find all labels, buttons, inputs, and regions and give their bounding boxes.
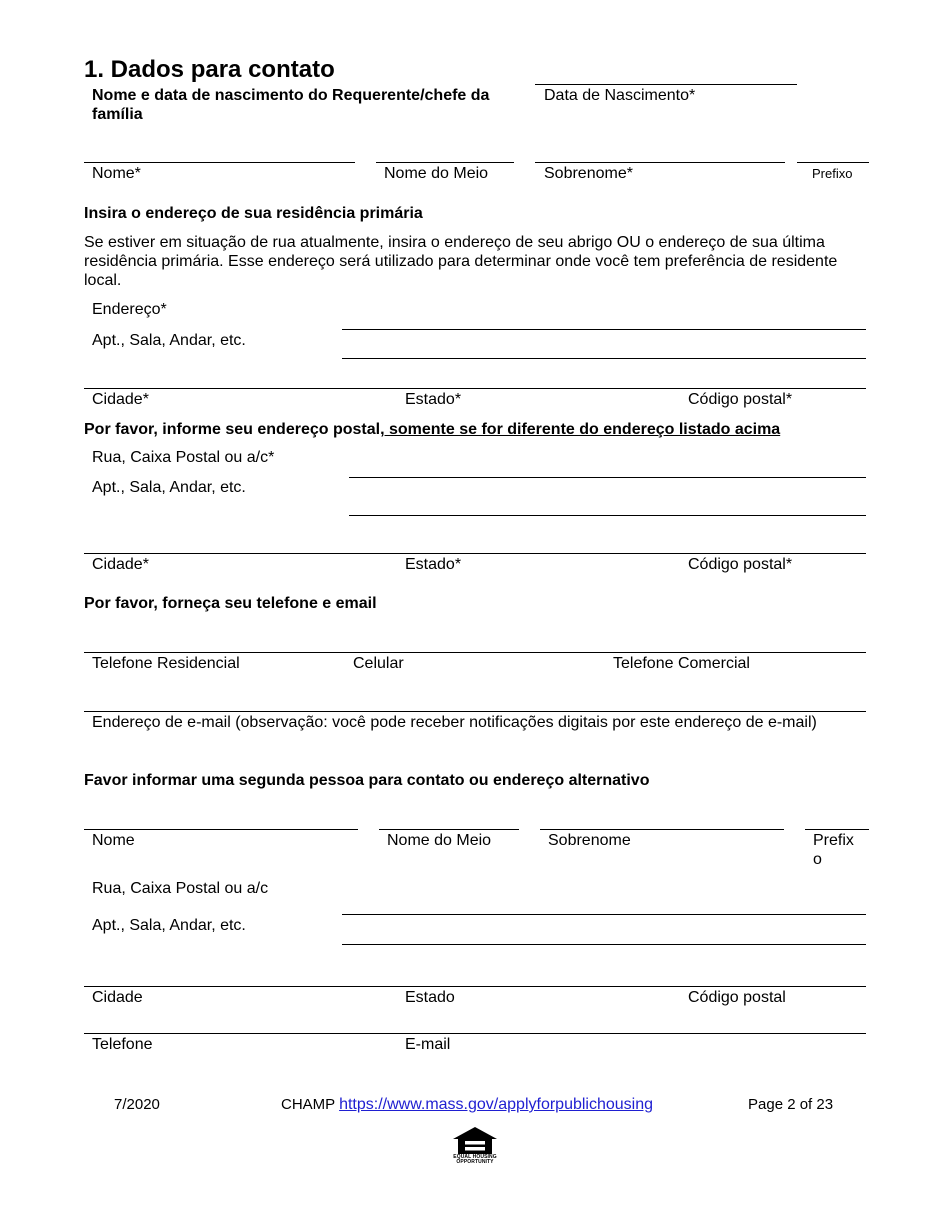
alt-first-name-field[interactable] [84,829,358,830]
mailing-zip-label: Código postal* [688,556,793,573]
first-name-label: Nome* [92,165,141,182]
last-name-field[interactable] [535,162,785,163]
dob-field-line[interactable] [535,84,797,85]
alternate-heading: Favor informar uma segunda pessoa para contato ou endereço alternativo [84,772,650,789]
footer-champ [281,1095,653,1114]
mailing-city-label: Cidade* [92,556,149,573]
alt-phone-email-field[interactable] [84,1033,866,1034]
residence-address-label: Endereço* [92,301,167,318]
alt-street-field[interactable] [342,914,866,915]
alt-middle-name-field[interactable] [379,829,519,830]
footer-url-link[interactable]: https://www.mass.gov/applyforpublichousing [339,1096,654,1113]
suffix-field[interactable] [797,162,869,163]
alt-middle-name-label: Nome do Meio [387,832,492,849]
mailing-apt-label: Apt., Sala, Andar, etc. [92,479,246,496]
mailing-city-state-zip-field[interactable] [84,553,866,554]
phone-fields-line[interactable] [84,652,866,653]
residence-city-label: Cidade* [92,391,149,408]
alt-last-name-label: Sobrenome [548,832,631,849]
mailing-state-label: Estado* [405,556,462,573]
mailing-heading-emphasis: somente se for diferente do endereço listado acima [384,421,781,438]
middle-name-field[interactable] [376,162,514,163]
residence-heading: Insira o endereço de sua residência primária [84,205,423,222]
footer-date: 7/2020 [114,1096,160,1113]
cell-phone-label: Celular [353,655,404,672]
residence-address-field[interactable] [342,329,866,330]
alt-zip-label: Código postal [688,989,786,1006]
applicant-heading: Nome e data de nascimento do Requerente/chefe da família [92,87,490,123]
footer-page-number: Page 2 of 23 [748,1096,834,1113]
work-phone-label: Telefone Comercial [613,655,750,672]
alt-city-label: Cidade [92,989,143,1006]
middle-name-label: Nome do Meio [384,165,489,182]
residence-state-label: Estado* [405,391,462,408]
home-phone-label: Telefone Residencial [92,655,240,672]
residence-apt-label: Apt., Sala, Andar, etc. [92,332,246,349]
footer-champ-label: CHAMP [281,1096,335,1113]
alt-first-name-label: Nome [92,832,135,849]
mailing-heading [84,420,780,439]
residence-instructions: Se estiver em situação de rua atualmente, insira o endereço de seu abrigo OU o endereço de sua última residência primária. Esse endereço será utilizado para determinar onde você tem preferência de residente local. [84,234,838,289]
alt-apt-field[interactable] [342,944,866,945]
alt-state-label: Estado [405,989,455,1006]
residence-city-state-zip-field[interactable] [84,388,866,389]
residence-zip-label: Código postal* [688,391,793,408]
alt-street-label: Rua, Caixa Postal ou a/c [92,880,269,897]
first-name-field[interactable] [84,162,355,163]
alt-email-label: E-mail [405,1036,451,1053]
alt-phone-label: Telefone [92,1036,153,1053]
mailing-street-label: Rua, Caixa Postal ou a/c* [92,449,275,466]
mailing-apt-field[interactable] [349,515,866,516]
equal-housing-logo-text: EQUAL HOUSING OPPORTUNITY [453,1154,497,1165]
alt-apt-label: Apt., Sala, Andar, etc. [92,917,246,934]
last-name-label: Sobrenome* [544,165,633,182]
dob-label: Data de Nascimento* [544,87,696,104]
email-label: Endereço de e-mail (observação: você pode receber notificações digitais por este endereço de e-mail) [92,714,817,731]
email-field-line[interactable] [84,711,866,712]
alt-suffix-label: Prefix o [813,832,854,868]
suffix-label: Prefixo [812,166,853,181]
residence-apt-field[interactable] [342,358,866,359]
phone-email-heading: Por favor, forneça seu telefone e email [84,595,377,612]
alt-last-name-field[interactable] [540,829,784,830]
mailing-heading-main: Por favor, informe seu endereço postal, [84,421,385,438]
section-title: 1. Dados para contato [84,56,335,83]
alt-suffix-field[interactable] [805,829,869,830]
equal-housing-logo [450,1124,500,1166]
alt-city-state-zip-field[interactable] [84,986,866,987]
mailing-street-field[interactable] [349,477,866,478]
